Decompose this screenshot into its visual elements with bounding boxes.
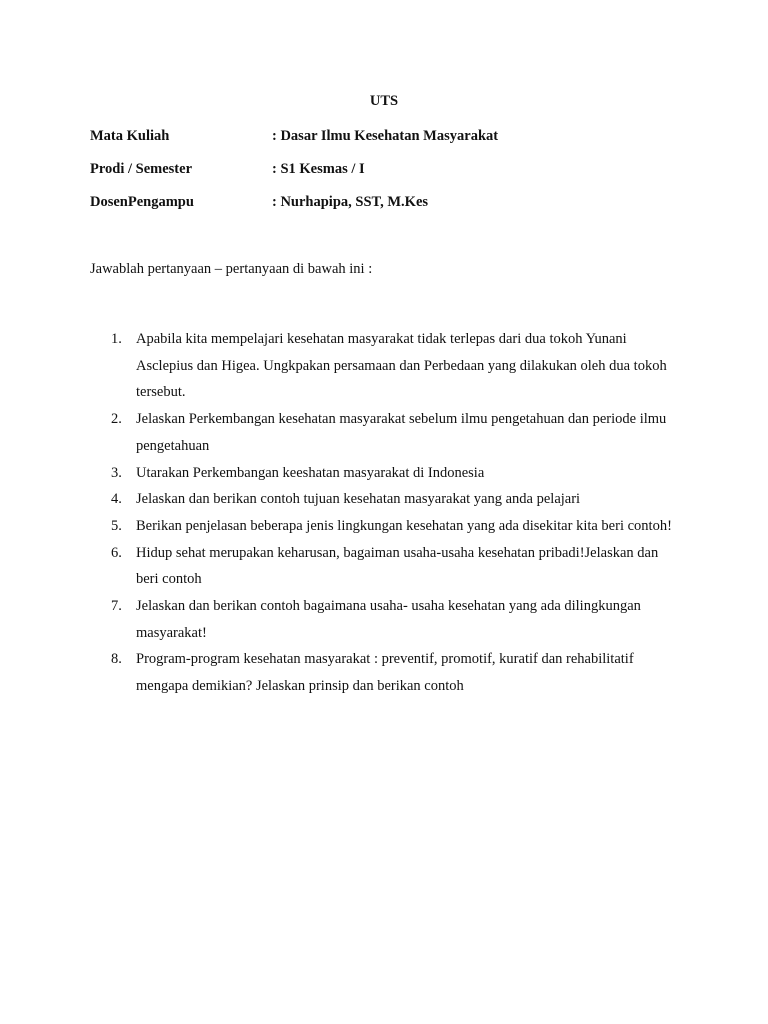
- question-text: Jelaskan dan berikan contoh tujuan kesehatan masyarakat yang anda pelajari: [136, 491, 581, 508]
- question-list: [90, 326, 680, 700]
- meta-label-program-semester: Prodi / Semester: [90, 161, 193, 177]
- question-number: 1.: [111, 331, 122, 347]
- question-text: Apabila kita mempelajari kesehatan masyarakat tidak terlepas dari dua tokoh Yunani Asclepius dan Higea. Ungkpakan persamaan dan Perbedaan yang dilakukan oleh dua tokoh tersebut.: [136, 331, 667, 401]
- question-text: Jelaskan Perkembangan kesehatan masyarakat sebelum ilmu pengetahuan dan periode ilmu pengetahuan: [136, 411, 667, 454]
- meta-value-lecturer: : Nurhapipa, SST, M.Kes: [272, 194, 429, 210]
- question-text: Berikan penjelasan beberapa jenis lingkungan kesehatan yang ada disekitar kita beri contoh!: [136, 517, 672, 534]
- question-item: [90, 646, 680, 699]
- question-item: [90, 406, 680, 459]
- question-text: Hidup sehat merupakan keharusan, bagaiman usaha-usaha kesehatan pribadi!Jelaskan dan beri contoh: [136, 544, 659, 588]
- question-item: [90, 513, 680, 540]
- question-number: 6.: [111, 544, 122, 561]
- meta-value-program-semester: : S1 Kesmas / I: [272, 161, 365, 177]
- question-text: Jelaskan dan berikan contoh bagaimana usaha- usaha kesehatan yang ada dilingkungan masyarakat!: [136, 598, 641, 641]
- question-item: [90, 593, 680, 646]
- question-item: [90, 326, 680, 406]
- document-title: UTS: [369, 93, 399, 109]
- question-item: [90, 540, 680, 593]
- question-number: 8.: [111, 651, 122, 668]
- question-number: 5.: [111, 517, 122, 534]
- meta-label-course: Mata Kuliah: [90, 128, 170, 144]
- question-item: [90, 486, 680, 513]
- instruction-text: Jawablah pertanyaan – pertanyaan di bawah ini :: [90, 261, 373, 277]
- question-number: 3.: [111, 464, 122, 481]
- question-text: Utarakan Perkembangan keeshatan masyarakat di Indonesia: [136, 464, 485, 481]
- meta-value-course: : Dasar Ilmu Kesehatan Masyarakat: [272, 128, 499, 144]
- question-text: Program-program kesehatan masyarakat : preventif, promotif, kuratif dan rehabilitatif mengapa demikian? Jelaskan prinsip dan berikan contoh: [136, 651, 634, 695]
- meta-label-lecturer: DosenPengampu: [90, 194, 194, 210]
- question-number: 7.: [111, 598, 122, 615]
- question-number: 4.: [111, 491, 122, 508]
- question-number: 2.: [111, 411, 122, 428]
- question-item: [90, 460, 680, 487]
